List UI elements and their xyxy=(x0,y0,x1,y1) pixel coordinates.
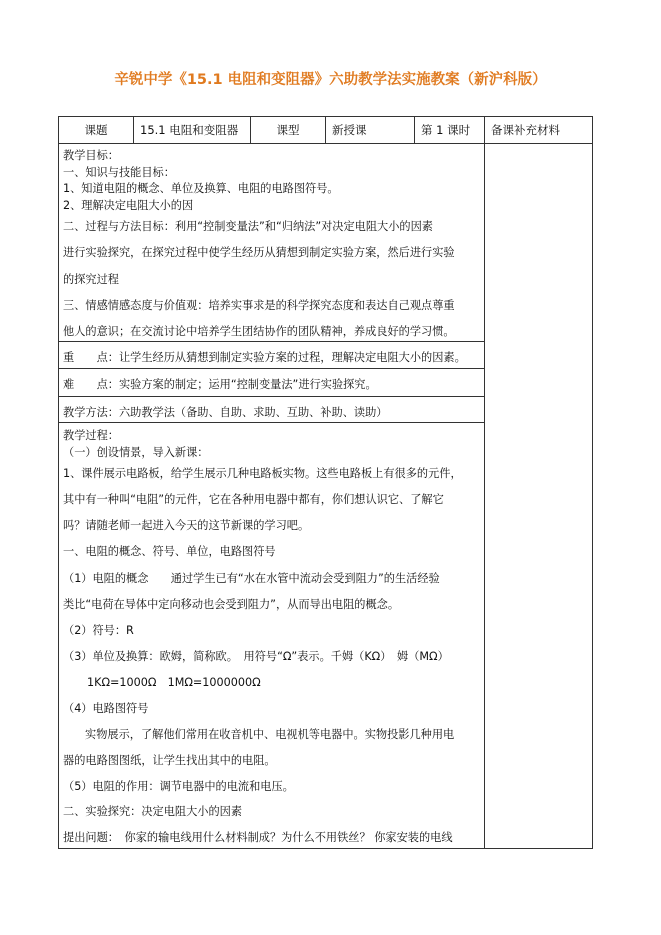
process-heading: 教学过程： xyxy=(63,429,119,442)
process-line: 其中有一种叫“电阻”的元件，它在各种用电器中都有，你们想认识它、了解它 xyxy=(63,493,444,506)
period-value: 第 1 课时 xyxy=(415,117,485,143)
process-line: （2）符号：R xyxy=(63,624,134,637)
type-label: 课型 xyxy=(251,117,326,143)
process-line: （1）电阻的概念 通过学生已有“水在水管中流动会受到阻力”的生活经验 xyxy=(63,572,440,585)
topic-label: 课题 xyxy=(59,117,134,143)
process-line: 1、课件展示电路板，给学生展示几种电路板实物。这些电路板上有很多的元件， xyxy=(63,467,462,480)
process-line: 二、实验探究：决定电阻大小的因素 xyxy=(63,805,243,818)
key-point-text: 让学生经历从猜想到制定实验方案的过程，理解决定电阻大小的因素。 xyxy=(118,351,466,364)
objective-line: 二、过程与方法目标：利用“控制变量法”和“归纳法”对决定电阻大小的因素 xyxy=(63,220,433,233)
objective-line: 的探究过程 xyxy=(63,273,119,286)
process-line: 提出问题： 你家的输电线用什么材料制成？为什么不用铁丝？ 你家安装的电线 xyxy=(63,831,453,844)
objectives-section xyxy=(59,143,484,342)
table-header-row xyxy=(59,117,592,144)
topic-value: 15.1 电阻和变阻器 xyxy=(134,117,251,143)
process-line: （一）创设情景，导入新课： xyxy=(63,446,209,459)
lesson-plan-table xyxy=(58,116,593,849)
objective-line: 进行实验探究，在探究过程中使学生经历从猜想到制定实验方案，然后进行实验 xyxy=(63,246,455,259)
objective-line: 三、情感情感态度与价值观：培养实事求是的科学探究态度和表达自己观点尊重 xyxy=(63,299,455,312)
objective-line: 他人的意识；在交流讨论中培养学生团结协作的团队精神，养成良好的学习惯。 xyxy=(63,325,455,338)
difficulty-section xyxy=(59,369,484,397)
method-section xyxy=(59,397,484,423)
main-column xyxy=(59,143,484,848)
objective-line: 一、知识与技能目标： xyxy=(63,166,175,179)
document-title: 辛锐中学《15.1 电阻和变阻器》六助教学法实施教案（新沪科版） xyxy=(114,72,547,88)
process-section xyxy=(59,423,484,848)
key-point-section xyxy=(59,342,484,369)
objectives-heading: 教学目标： xyxy=(63,149,119,162)
process-line: 一、电阻的概念、符号、单位，电路图符号 xyxy=(63,545,276,558)
process-line: （5）电阻的作用：调节电器中的电流和电压。 xyxy=(63,780,294,793)
supplement-column xyxy=(484,143,593,848)
difficulty-text: 实验方案的制定；运用“控制变量法”进行实验探究。 xyxy=(118,378,377,391)
supplement-label: 备课补充材料 xyxy=(491,123,560,137)
process-line: （3）单位及换算：欧姆，简称欧。 用符号“Ω”表示。千姆（KΩ） 姆（MΩ） xyxy=(63,650,449,663)
process-line: 1KΩ=1000Ω 1MΩ=1000000Ω xyxy=(87,676,261,689)
difficulty-label: 难 点： xyxy=(63,378,119,391)
process-line: 吗？请随老师一起进入今天的这节新课的学习吧。 xyxy=(63,519,310,532)
objective-line: 1、知道电阻的概念、单位及换算、电阻的电路图符号。 xyxy=(63,182,339,195)
key-point-label: 重 点： xyxy=(63,351,119,364)
process-line: 器的电路图图纸，让学生找出其中的电阻。 xyxy=(63,754,276,767)
method-text: 教学方法：六助教学法（备助、自助、求助、互助、补助、读助） xyxy=(63,406,388,419)
objective-line: 2、理解决定电阻大小的因 xyxy=(63,199,194,212)
process-line: （4）电路图符号 xyxy=(63,702,149,715)
process-line: 类比“电荷在导体中定向移动也会受到阻力”，从而导出电阻的概念。 xyxy=(63,598,400,611)
process-line: 实物展示，了解他们常用在收音机中、电视机等电器中。实物投影几种用电 xyxy=(85,728,455,741)
type-value: 新授课 xyxy=(326,117,415,143)
